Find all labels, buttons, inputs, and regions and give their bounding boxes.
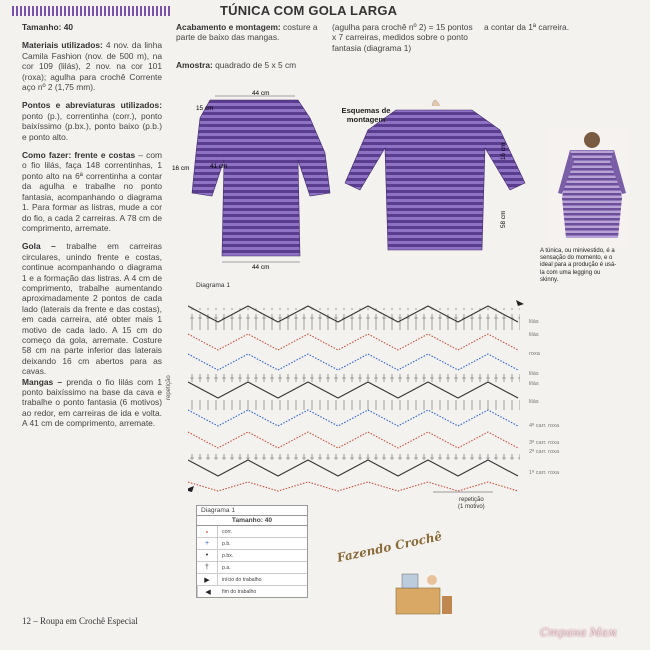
page-footer: 12 – Roupa em Crochê Especial: [22, 616, 138, 626]
finishing-body: costure a parte de baixo das mangas.: [176, 22, 318, 43]
legend-row: [197, 562, 307, 574]
repeat-word: repetição: [458, 497, 484, 503]
legend-row-label: fim do trabalho: [222, 588, 257, 595]
stitches-label: Pontos e abreviaturas utilizados:: [22, 100, 162, 111]
dim-sleeve: 41 cm: [210, 163, 228, 170]
chain-icon: ∘: [197, 526, 218, 537]
materials-paragraph: [22, 40, 162, 92]
page-title: TÚNICA COM GOLA LARGA: [220, 3, 398, 18]
dim-side-right-bottom: 58 cm: [500, 210, 507, 228]
color-label: lilás: [529, 319, 539, 325]
gauge-continued-text: (agulha para crochê nº 2) = 15 pontos x 7 carreiras, medidos sobre o ponto fantasia (diagrama 1): [332, 22, 473, 53]
legend-row: [197, 538, 307, 550]
sleeves-label: Mangas –: [22, 376, 63, 387]
schematic-title: Esquemas de montagem: [341, 106, 391, 124]
gauge-text: [176, 60, 296, 70]
dim-side-right-top: 16 cm: [500, 142, 507, 160]
legend-table: [196, 505, 308, 598]
row-count-text: a contar da 1ª carreira.: [484, 22, 570, 32]
collar-label: Gola –: [22, 241, 56, 252]
how-to-paragraph: [22, 150, 162, 233]
dim-top-width: 44 cm: [252, 90, 270, 97]
color-label: lilás: [529, 381, 539, 387]
how-to-label: Como fazer: frente e costas: [22, 150, 136, 161]
strana-mam-watermark: Страна Мам: [540, 626, 617, 639]
legend-head: Tamanho: 40: [197, 516, 307, 526]
legend-tab: Diagrama 1: [197, 506, 307, 516]
repeat-side-label: repetição: [166, 375, 172, 400]
size-paragraph: [22, 22, 162, 32]
materials-text: 4 nov. da linha Camila Fashion (nov. de 500 m), na cor 109 (lilás), 2 nov. na cor 101 (roxa); agulha para crochê Corrente aço nº 2 (1,75 mm).: [22, 40, 163, 93]
dim-bottom-width: 44 cm: [252, 264, 270, 271]
repeat-bottom-label: [458, 497, 485, 511]
repeat-motif: (1 motivo): [458, 504, 485, 510]
gauge-label: Amostra:: [176, 60, 213, 70]
how-to-text: – com o fio lilás, faça 148 correntinhas, 1 ponto alto na 6ª correntinha a contar da agulha e trabalhe no ponto fantasia, acompanhando o diagrama 1. Para formar as listras, mude a cor do fio, a cada 2 carreiras. A 78 cm de comprimento, arremate.: [22, 150, 163, 233]
size-label: Tamanho:: [22, 22, 62, 32]
legend-row: [197, 526, 307, 538]
color-label: roxa: [529, 351, 540, 357]
diagram-label: Diagrama 1: [196, 282, 231, 289]
sleeves-paragraph: [22, 377, 162, 429]
stitches-text: ponto (p.), correntinha (corr.), ponto baixíssimo (p.bx.), ponto baixo (p.b.) e ponto alto.: [22, 110, 162, 142]
collar-paragraph: [22, 241, 162, 376]
color-label: 1ª carr. roxa: [529, 470, 560, 476]
single-crochet-icon: +: [197, 538, 218, 549]
legend-row-label: início do trabalho: [222, 576, 262, 583]
gauge-body: quadrado de 5 x 5 cm: [215, 60, 297, 70]
model-photo: [548, 128, 630, 248]
color-label: 3ª carr. roxa: [529, 440, 560, 446]
sleeves-text: prenda o fio lilás com 1 ponto baixíssimo na base da cava e trabalhe o ponto fantasia (6 motivos) ao redor, em carreiras de ida e volta. A 41 cm de comprimento, arremate.: [22, 376, 163, 429]
legend-row-label: p.b.: [222, 540, 231, 547]
end-marker-icon: ▶: [197, 586, 218, 597]
garment-front: [192, 100, 330, 256]
finishing-label: Acabamento e montagem:: [176, 22, 281, 32]
fazendo-croche-watermark: Fazendo Crochê: [335, 529, 444, 565]
size-value: 40: [63, 22, 74, 32]
instructions-column-1: [22, 22, 162, 437]
legend-row: [197, 574, 307, 586]
photo-caption: A túnica, ou minivestido, é a sensação do momento, e o ideal para a produção é usá-la com uma legging ou skinny.: [540, 248, 617, 283]
crafter-illustration: [388, 566, 458, 621]
color-label: lilás: [529, 399, 539, 405]
finishing-text: [176, 22, 324, 43]
dim-side-left: 16 cm: [172, 165, 190, 172]
start-marker-icon: ▶: [197, 574, 218, 585]
dim-collar: 15 cm: [196, 105, 214, 112]
color-label: 4ª carr. roxa: [529, 423, 560, 429]
materials-label: Materiais utilizados:: [22, 40, 103, 51]
header-stripe: [12, 6, 170, 16]
slip-stitch-icon: •: [197, 550, 218, 561]
collar-text: trabalhe em carreiras circulares, unindo frente e costas, continue acompanhando o diagrama 1 e a formação das listras. A 4 cm de comprimento, trabalhe aumentando aproximadamente 2 pontos de cada lado (laterais da frente e das costas), em cada carreira, até obter mais 1 motivo de cada lado. A 15 cm do começo da gola, arremate. Costure 58 cm na parte inferior das laterais deixando 16 cm abertos para as cavas.: [22, 241, 162, 377]
legend-row-label: p.bx.: [222, 552, 234, 559]
stitches-paragraph: [22, 100, 162, 142]
double-crochet-icon: †: [197, 562, 218, 573]
color-label: 2ª carr. roxa: [529, 449, 560, 455]
legend-row-label: corr.: [222, 528, 233, 535]
legend-row: [197, 550, 307, 562]
legend-row-label: p.a.: [222, 564, 231, 571]
color-label: lilás: [529, 332, 539, 338]
legend-row: [197, 586, 307, 597]
color-label: lilás: [529, 371, 539, 377]
stitch-diagram: [188, 292, 528, 497]
